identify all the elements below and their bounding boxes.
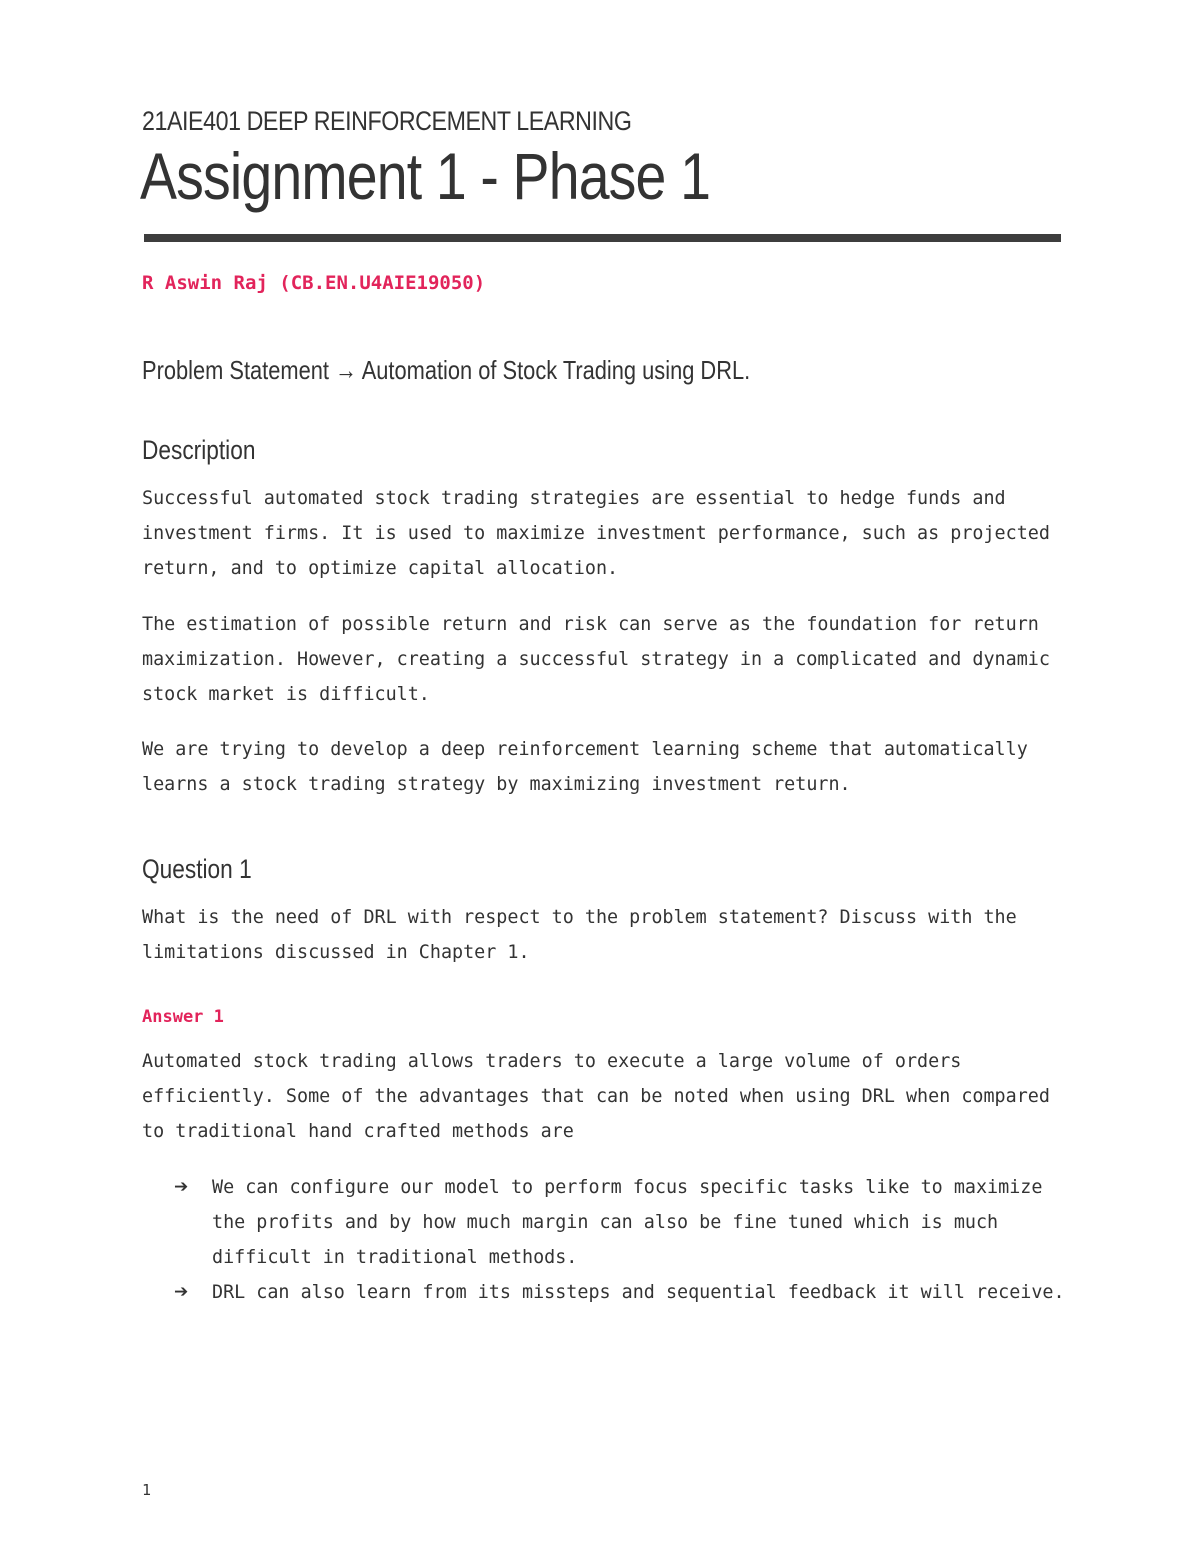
description-paragraph-1: Successful automated stock trading strategies are essential to hedge funds and investment firms. It is used to maximize investment performance, such as projected return, and to optimize capital allocation. xyxy=(142,488,1050,579)
course-code: 21AIE401 DEEP REINFORCEMENT LEARNING xyxy=(142,106,632,136)
assignment-title: Assignment 1 - Phase 1 xyxy=(140,139,711,213)
bullet-text: We can configure our model to perform focus specific tasks like to maximize the profits and by how much margin can also be fine tuned which is much difficult in traditional methods. xyxy=(212,1177,1043,1268)
bullet-text: DRL can also learn from its missteps and sequential feedback it will receive. xyxy=(212,1282,1065,1303)
answer-1-text: Automated stock trading allows traders to execute a large volume of orders efficiently. Some of the advantages that can be noted when using DRL when compared to traditional hand crafted methods are xyxy=(142,1051,1050,1142)
arrow-right-icon: ➔ xyxy=(174,1177,189,1197)
answer-bullet-list xyxy=(142,1170,1072,1310)
author-name: R Aswin Raj (CB.EN.U4AIE19050) xyxy=(142,272,486,294)
list-item xyxy=(142,1275,1072,1310)
question-1-heading: Question 1 xyxy=(142,854,252,884)
description-paragraph-3: We are trying to develop a deep reinforcement learning scheme that automatically learns a stock trading strategy by maximizing investment return. xyxy=(142,739,1028,795)
answer-1-label: Answer 1 xyxy=(142,1007,224,1027)
description-heading: Description xyxy=(142,435,256,465)
problem-statement-heading: Problem Statement → Automation of Stock Trading using DRL. xyxy=(142,355,751,385)
list-item xyxy=(142,1170,1072,1275)
page-number: 1 xyxy=(142,1481,152,1499)
arrow-right-icon: ➔ xyxy=(174,1282,189,1302)
description-paragraph-2: The estimation of possible return and risk can serve as the foundation for return maximization. However, creating a successful strategy in a complicated and dynamic stock market is difficult. xyxy=(142,614,1050,705)
question-1-text: What is the need of DRL with respect to the problem statement? Discuss with the limitations discussed in Chapter 1. xyxy=(142,907,1017,963)
title-divider xyxy=(144,234,1061,242)
